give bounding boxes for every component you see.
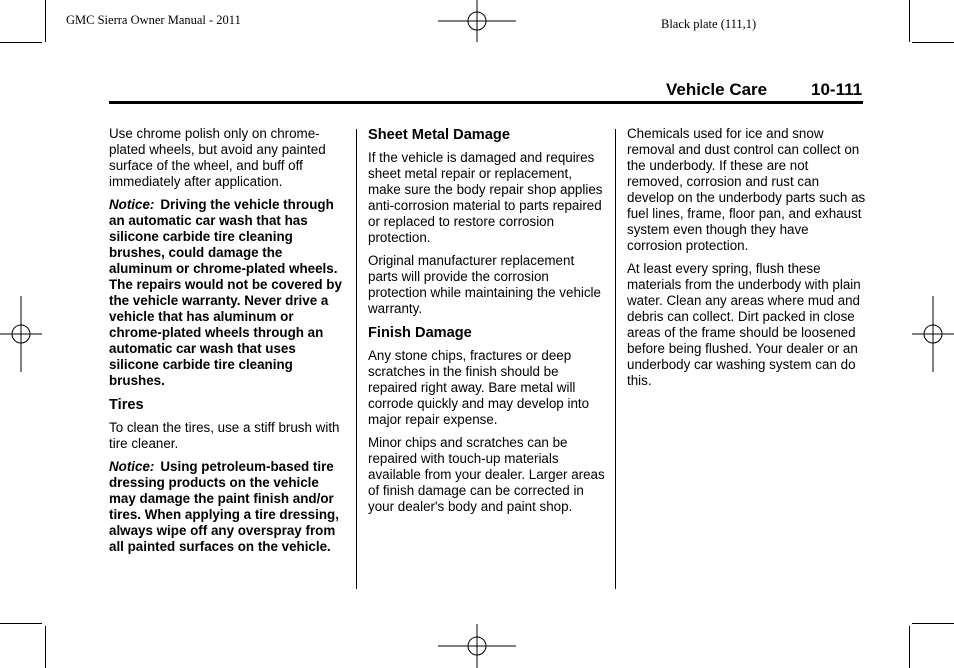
notice [109,197,349,389]
paragraph: Minor chips and scratches can be repaired with touch-up materials available from your dealer. Larger areas of finish damage can be corrected in your dealer's body and paint shop. [368,435,605,514]
registration-mark-bottom [438,624,516,668]
paragraph: At least every spring, flush these materials from the underbody with plain water. Clean any areas where mud and debris can collect. Dirt packed in close areas of the frame should be loosened before being flushed. Your dealer or an underbody car washing system can do this. [627,261,861,388]
paragraph: Any stone chips, fractures or deep scratches in the finish should be repaired right away. Bare metal will corrode quickly and may develop into major repair expense. [368,348,590,427]
crop-mark [45,0,46,42]
page-number: 10-111 [811,80,863,99]
crop-mark [45,626,46,668]
column-divider [615,129,616,589]
notice [109,459,349,555]
paragraph: Original manufacturer replacement parts will provide the corrosion protection while maintaining the vehicle warranty. [368,253,601,316]
registration-mark-right [912,296,954,372]
paragraph: Chemicals used for ice and snow removal and dust control can collect on the underbody. If these are not removed, corrosion and rust can develop on the underbody parts such as fuel lines, frame, floor pan, and exhaust system even though they have corrosion protection. [627,126,866,253]
header-rule [109,101,863,104]
paragraph: Use chrome polish only on chrome-plated wheels, but avoid any painted surface of the wheel, and buff off immediately after application. [109,126,326,189]
paragraph: To clean the tires, use a stiff brush with tire cleaner. [109,420,340,451]
column-1 [109,126,349,562]
notice-label: Notice: [109,459,155,474]
heading-tires: Tires [109,397,144,413]
print-header-right: Black plate (111,1) [661,17,757,31]
crop-mark [0,42,42,43]
crop-mark [912,623,954,624]
print-header-left: GMC Sierra Owner Manual - 2011 [66,13,241,27]
heading-sheet-metal-damage: Sheet Metal Damage [368,127,510,143]
crop-mark [909,626,910,668]
column-divider [356,129,357,589]
section-title: Vehicle Care [666,80,768,99]
column-3 [627,126,867,396]
crop-mark [912,42,954,43]
column-2 [368,126,606,522]
crop-mark [909,0,910,42]
notice-text: Using petroleum-based tire dressing products on the vehicle may damage the paint finish and/or tires. When applying a tire dressing, always wipe off any overspray from all painted surfaces on the vehicle. [109,459,339,554]
heading-finish-damage: Finish Damage [368,325,472,341]
paragraph: If the vehicle is damaged and requires sheet metal repair or replacement, make sure the body repair shop applies anti-corrosion material to parts repaired or replaced to restore corrosion protection. [368,150,603,245]
crop-mark [0,623,42,624]
registration-mark-top [438,0,516,42]
notice-text: Driving the vehicle through an automatic car wash that has silicone carbide tire cleaning brushes, could damage the aluminum or chrome-plated wheels. The repairs would not be covered by the vehicle warranty. Never drive a vehicle that has aluminum or chrome-plated wheels through an automatic car wash that uses silicone carbide tire cleaning brushes. [109,197,342,388]
notice-label: Notice: [109,197,155,212]
registration-mark-left [0,296,42,372]
